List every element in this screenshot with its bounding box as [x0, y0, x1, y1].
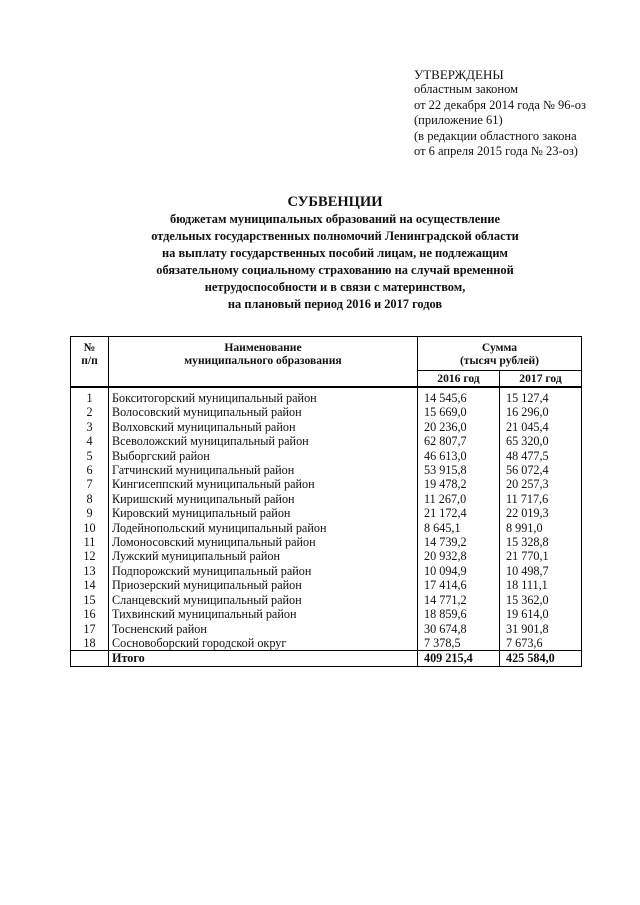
table-row — [71, 434, 582, 448]
row-value-2016: 46 613,0 — [417, 449, 499, 463]
row-value-2017: 22 019,3 — [499, 506, 581, 520]
row-value-2016: 14 739,2 — [417, 535, 499, 549]
table-row — [71, 636, 582, 651]
row-number: 17 — [71, 622, 109, 636]
row-number: 3 — [71, 420, 109, 434]
header-name-line1: Наименование — [224, 341, 302, 354]
row-value-2017: 15 328,8 — [499, 535, 581, 549]
header-number-line2: п/п — [81, 354, 98, 367]
table-row — [71, 477, 582, 491]
header-sum — [417, 337, 581, 371]
header-number-line1: № — [83, 341, 96, 354]
row-name: Ломоносовский муниципальный район — [109, 535, 418, 549]
row-value-2017: 10 498,7 — [499, 564, 581, 578]
row-number: 12 — [71, 549, 109, 563]
table-row — [71, 578, 582, 592]
row-value-2017: 16 296,0 — [499, 405, 581, 419]
approval-line-1: УТВЕРЖДЕНЫ — [414, 67, 504, 82]
row-value-2016: 11 267,0 — [417, 492, 499, 506]
row-name: Подпорожский муниципальный район — [109, 564, 418, 578]
header-name-line2: муниципального образования — [184, 354, 342, 367]
row-value-2017: 48 477,5 — [499, 449, 581, 463]
row-value-2016: 30 674,8 — [417, 622, 499, 636]
header-name — [109, 337, 418, 388]
table-row — [71, 506, 582, 520]
row-name: Выборгский район — [109, 449, 418, 463]
row-value-2016: 18 859,6 — [417, 607, 499, 621]
row-value-2017: 19 614,0 — [499, 607, 581, 621]
row-number: 6 — [71, 463, 109, 477]
row-value-2016: 21 172,4 — [417, 506, 499, 520]
row-value-2017: 21 770,1 — [499, 549, 581, 563]
row-name: Волховский муниципальный район — [109, 420, 418, 434]
row-name: Киришский муниципальный район — [109, 492, 418, 506]
row-value-2017: 15 362,0 — [499, 593, 581, 607]
row-value-2017: 21 045,4 — [499, 420, 581, 434]
row-value-2016: 8 645,1 — [417, 521, 499, 535]
document-title: СУБВЕНЦИИ — [287, 194, 383, 210]
row-number: 1 — [71, 387, 109, 405]
row-name: Лодейнопольский муниципальный район — [109, 521, 418, 535]
table-row — [71, 564, 582, 578]
row-number: 7 — [71, 477, 109, 491]
heading-line: бюджетам муниципальных образований на осуществление — [169, 212, 501, 226]
table-row — [71, 492, 582, 506]
row-number: 15 — [71, 593, 109, 607]
row-number: 4 — [71, 434, 109, 448]
approval-line-5: (в редакции областного закона — [414, 128, 577, 143]
table-row — [71, 405, 582, 419]
table-row — [71, 607, 582, 621]
row-name: Сосновоборский городской округ — [109, 636, 418, 651]
row-value-2016: 17 414,6 — [417, 578, 499, 592]
total-label: Итого — [109, 651, 418, 666]
row-value-2016: 14 545,6 — [417, 387, 499, 405]
row-name: Кировский муниципальный район — [109, 506, 418, 520]
heading-line: обязательному социальному страхованию на случай временной — [156, 263, 514, 277]
table-row — [71, 387, 582, 405]
header-year-2016: 2016 год — [417, 371, 499, 388]
table-row — [71, 449, 582, 463]
row-value-2016: 10 094,9 — [417, 564, 499, 578]
table-row — [71, 549, 582, 563]
document-heading — [100, 193, 570, 313]
row-value-2016: 62 807,7 — [417, 434, 499, 448]
heading-line: отдельных государственных полномочий Ленинградской области — [151, 229, 519, 243]
row-name: Тихвинский муниципальный район — [109, 607, 418, 621]
header-sum-line2: (тысяч рублей) — [459, 354, 540, 367]
row-value-2016: 19 478,2 — [417, 477, 499, 491]
row-name: Всеволожский муниципальный район — [109, 434, 418, 448]
total-number-cell — [71, 651, 109, 666]
table-row — [71, 521, 582, 535]
header-number — [71, 337, 109, 388]
row-value-2016: 20 236,0 — [417, 420, 499, 434]
heading-line: нетрудоспособности и в связи с материнством, — [204, 280, 466, 294]
row-value-2016: 15 669,0 — [417, 405, 499, 419]
row-number: 10 — [71, 521, 109, 535]
heading-line: на плановый период 2016 и 2017 годов — [227, 297, 443, 311]
row-value-2016: 14 771,2 — [417, 593, 499, 607]
table-row — [71, 593, 582, 607]
approval-line-2: областным законом — [414, 82, 519, 97]
row-name: Приозерский муниципальный район — [109, 578, 418, 592]
row-number: 5 — [71, 449, 109, 463]
row-value-2017: 15 127,4 — [499, 387, 581, 405]
row-name: Кингисеппский муниципальный район — [109, 477, 418, 491]
total-value-2016: 409 215,4 — [417, 651, 499, 666]
subventions-table — [70, 336, 582, 667]
row-name: Лужский муниципальный район — [109, 549, 418, 563]
row-value-2017: 65 320,0 — [499, 434, 581, 448]
row-value-2016: 53 915,8 — [417, 463, 499, 477]
table-row — [71, 463, 582, 477]
total-row — [71, 651, 582, 666]
row-name: Гатчинский муниципальный район — [109, 463, 418, 477]
row-value-2017: 56 072,4 — [499, 463, 581, 477]
header-year-2017: 2017 год — [499, 371, 581, 388]
row-number: 13 — [71, 564, 109, 578]
row-number: 11 — [71, 535, 109, 549]
row-number: 18 — [71, 636, 109, 651]
row-value-2017: 11 717,6 — [499, 492, 581, 506]
row-value-2017: 31 901,8 — [499, 622, 581, 636]
row-value-2016: 7 378,5 — [417, 636, 499, 651]
row-number: 16 — [71, 607, 109, 621]
table-row — [71, 420, 582, 434]
row-value-2017: 7 673,6 — [499, 636, 581, 651]
row-name: Бокситогорский муниципальный район — [109, 387, 418, 405]
heading-line: на выплату государственных пособий лицам, не подлежащим — [162, 246, 508, 260]
table-row — [71, 535, 582, 549]
row-name: Тосненский район — [109, 622, 418, 636]
approval-line-4: (приложение 61) — [414, 113, 503, 128]
approval-block — [414, 67, 586, 159]
row-number: 8 — [71, 492, 109, 506]
row-number: 9 — [71, 506, 109, 520]
row-name: Волосовский муниципальный район — [109, 405, 418, 419]
row-value-2017: 8 991,0 — [499, 521, 581, 535]
approval-line-3: от 22 декабря 2014 года № 96-оз — [414, 97, 586, 112]
header-sum-line1: Сумма — [481, 341, 518, 354]
row-number: 2 — [71, 405, 109, 419]
row-value-2017: 20 257,3 — [499, 477, 581, 491]
row-number: 14 — [71, 578, 109, 592]
row-name: Сланцевский муниципальный район — [109, 593, 418, 607]
row-value-2017: 18 111,1 — [499, 578, 581, 592]
row-value-2016: 20 932,8 — [417, 549, 499, 563]
table-row — [71, 622, 582, 636]
approval-line-6: от 6 апреля 2015 года № 23-оз) — [414, 144, 578, 159]
total-value-2017: 425 584,0 — [499, 651, 581, 666]
